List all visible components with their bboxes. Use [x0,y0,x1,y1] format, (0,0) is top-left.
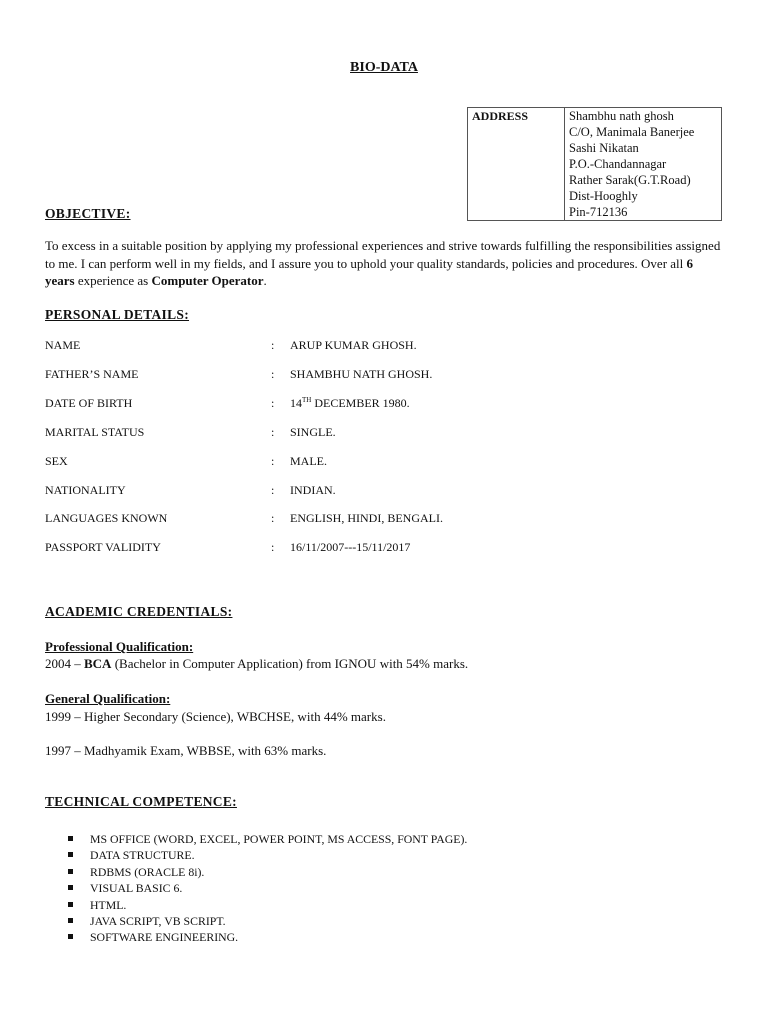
personal-row-marital [45,425,725,443]
personal-row-passport [45,540,725,558]
address-line: C/O, Manimala Banerjee [569,125,695,139]
row-value: SHAMBHU NATH GHOSH. [290,367,433,381]
row-value: INDIAN. [290,483,336,497]
list-item-text: JAVA SCRIPT, VB SCRIPT. [90,913,226,928]
objective-role: Computer Operator [151,273,264,288]
objective-text-part: experience as [74,273,152,288]
list-item [45,831,467,847]
row-label: FATHER’S NAME [45,367,139,381]
address-line: Dist-Hooghly [569,189,638,203]
bullet-icon [68,852,73,857]
row-separator: : [271,338,275,352]
row-separator: : [271,425,275,439]
row-value: ARUP KUMAR GHOSH. [290,338,417,352]
row-label: LANGUAGES KNOWN [45,511,168,525]
personal-row-dob [45,396,725,414]
general-line: 1999 – Higher Secondary (Science), WBCHSE, with 44% marks. [45,709,386,724]
dob-suffix: TH [302,396,312,404]
objective-text [45,237,725,290]
row-value: SINGLE. [290,425,336,439]
list-item-text: RDBMS (ORACLE 8i). [90,864,205,879]
dob-day: 14 [290,396,302,410]
objective-text-part: . [263,273,267,288]
row-label: MARITAL STATUS [45,425,145,439]
personal-row-name [45,338,725,356]
bullet-icon [68,902,73,907]
address-line: P.O.-Chandannagar [569,157,667,171]
professional-detail: (Bachelor in Computer Application) from IGNOU with 54% marks. [111,656,469,671]
personal-row-nationality [45,483,725,501]
bullet-icon [68,869,73,874]
list-item [45,897,467,913]
general-line: 1997 – Madhyamik Exam, WBBSE, with 63% marks. [45,743,327,758]
row-separator: : [271,454,275,468]
row-value [290,396,410,411]
bullet-icon [68,836,73,841]
list-item-text: SOFTWARE ENGINEERING. [90,930,239,945]
row-label: PASSPORT VALIDITY [45,540,161,554]
address-label: ADDRESS [468,108,565,221]
row-label: NATIONALITY [45,483,126,497]
address-line: Sashi Nikatan [569,141,639,155]
personal-heading: PERSONAL DETAILS: [45,307,190,322]
row-separator: : [271,367,275,381]
list-item-text: VISUAL BASIC 6. [90,881,183,896]
academic-heading: ACADEMIC CREDENTIALS: [45,604,233,619]
list-item [45,929,467,945]
personal-row-sex [45,454,725,472]
technical-list [45,831,467,946]
address-lines [565,108,722,221]
general-heading: General Qualification: [45,691,171,706]
address-line: Pin-712136 [569,205,628,219]
technical-heading: TECHNICAL COMPETENCE: [45,794,237,809]
row-separator: : [271,396,275,410]
address-table [467,107,722,221]
document-title: BIO-DATA [350,60,418,75]
list-item-text: MS OFFICE (WORD, EXCEL, POWER POINT, MS ACCESS, FONT PAGE). [90,832,468,846]
professional-heading: Professional Qualification: [45,639,194,654]
objective-years: 6 years [45,255,694,288]
row-label: NAME [45,338,81,352]
bullet-icon [68,918,73,923]
row-separator: : [271,511,275,525]
professional-year: 2004 – [45,656,84,671]
row-value: MALE. [290,454,327,468]
list-item [45,847,467,863]
objective-text-part: To excess in a suitable position by applying my professional experiences and strive towards fulfilling the responsibilities assigned to me. I can perform well in my fields, and I assure you to uphold your quality standards, policies and procedures. Over all [45,238,721,271]
dob-rest: DECEMBER 1980. [311,396,410,410]
objective-heading: OBJECTIVE: [45,206,131,221]
row-value: ENGLISH, HINDI, BENGALI. [290,511,443,525]
list-item-text: DATA STRUCTURE. [90,848,195,863]
row-label: DATE OF BIRTH [45,396,133,410]
row-separator: : [271,540,275,554]
bullet-icon [68,934,73,939]
row-value: 16/11/2007---15/11/2017 [290,540,411,554]
professional-line [45,656,468,672]
list-item-text: HTML. [90,897,127,912]
professional-degree: BCA [84,656,112,671]
row-label: SEX [45,454,68,468]
row-separator: : [271,483,275,497]
bullet-icon [68,885,73,890]
list-item [45,913,467,929]
list-item [45,864,467,880]
address-line: Rather Sarak(G.T.Road) [569,173,691,187]
personal-row-languages [45,511,725,529]
personal-row-father [45,367,725,385]
list-item [45,880,467,896]
address-line: Shambhu nath ghosh [569,109,674,123]
